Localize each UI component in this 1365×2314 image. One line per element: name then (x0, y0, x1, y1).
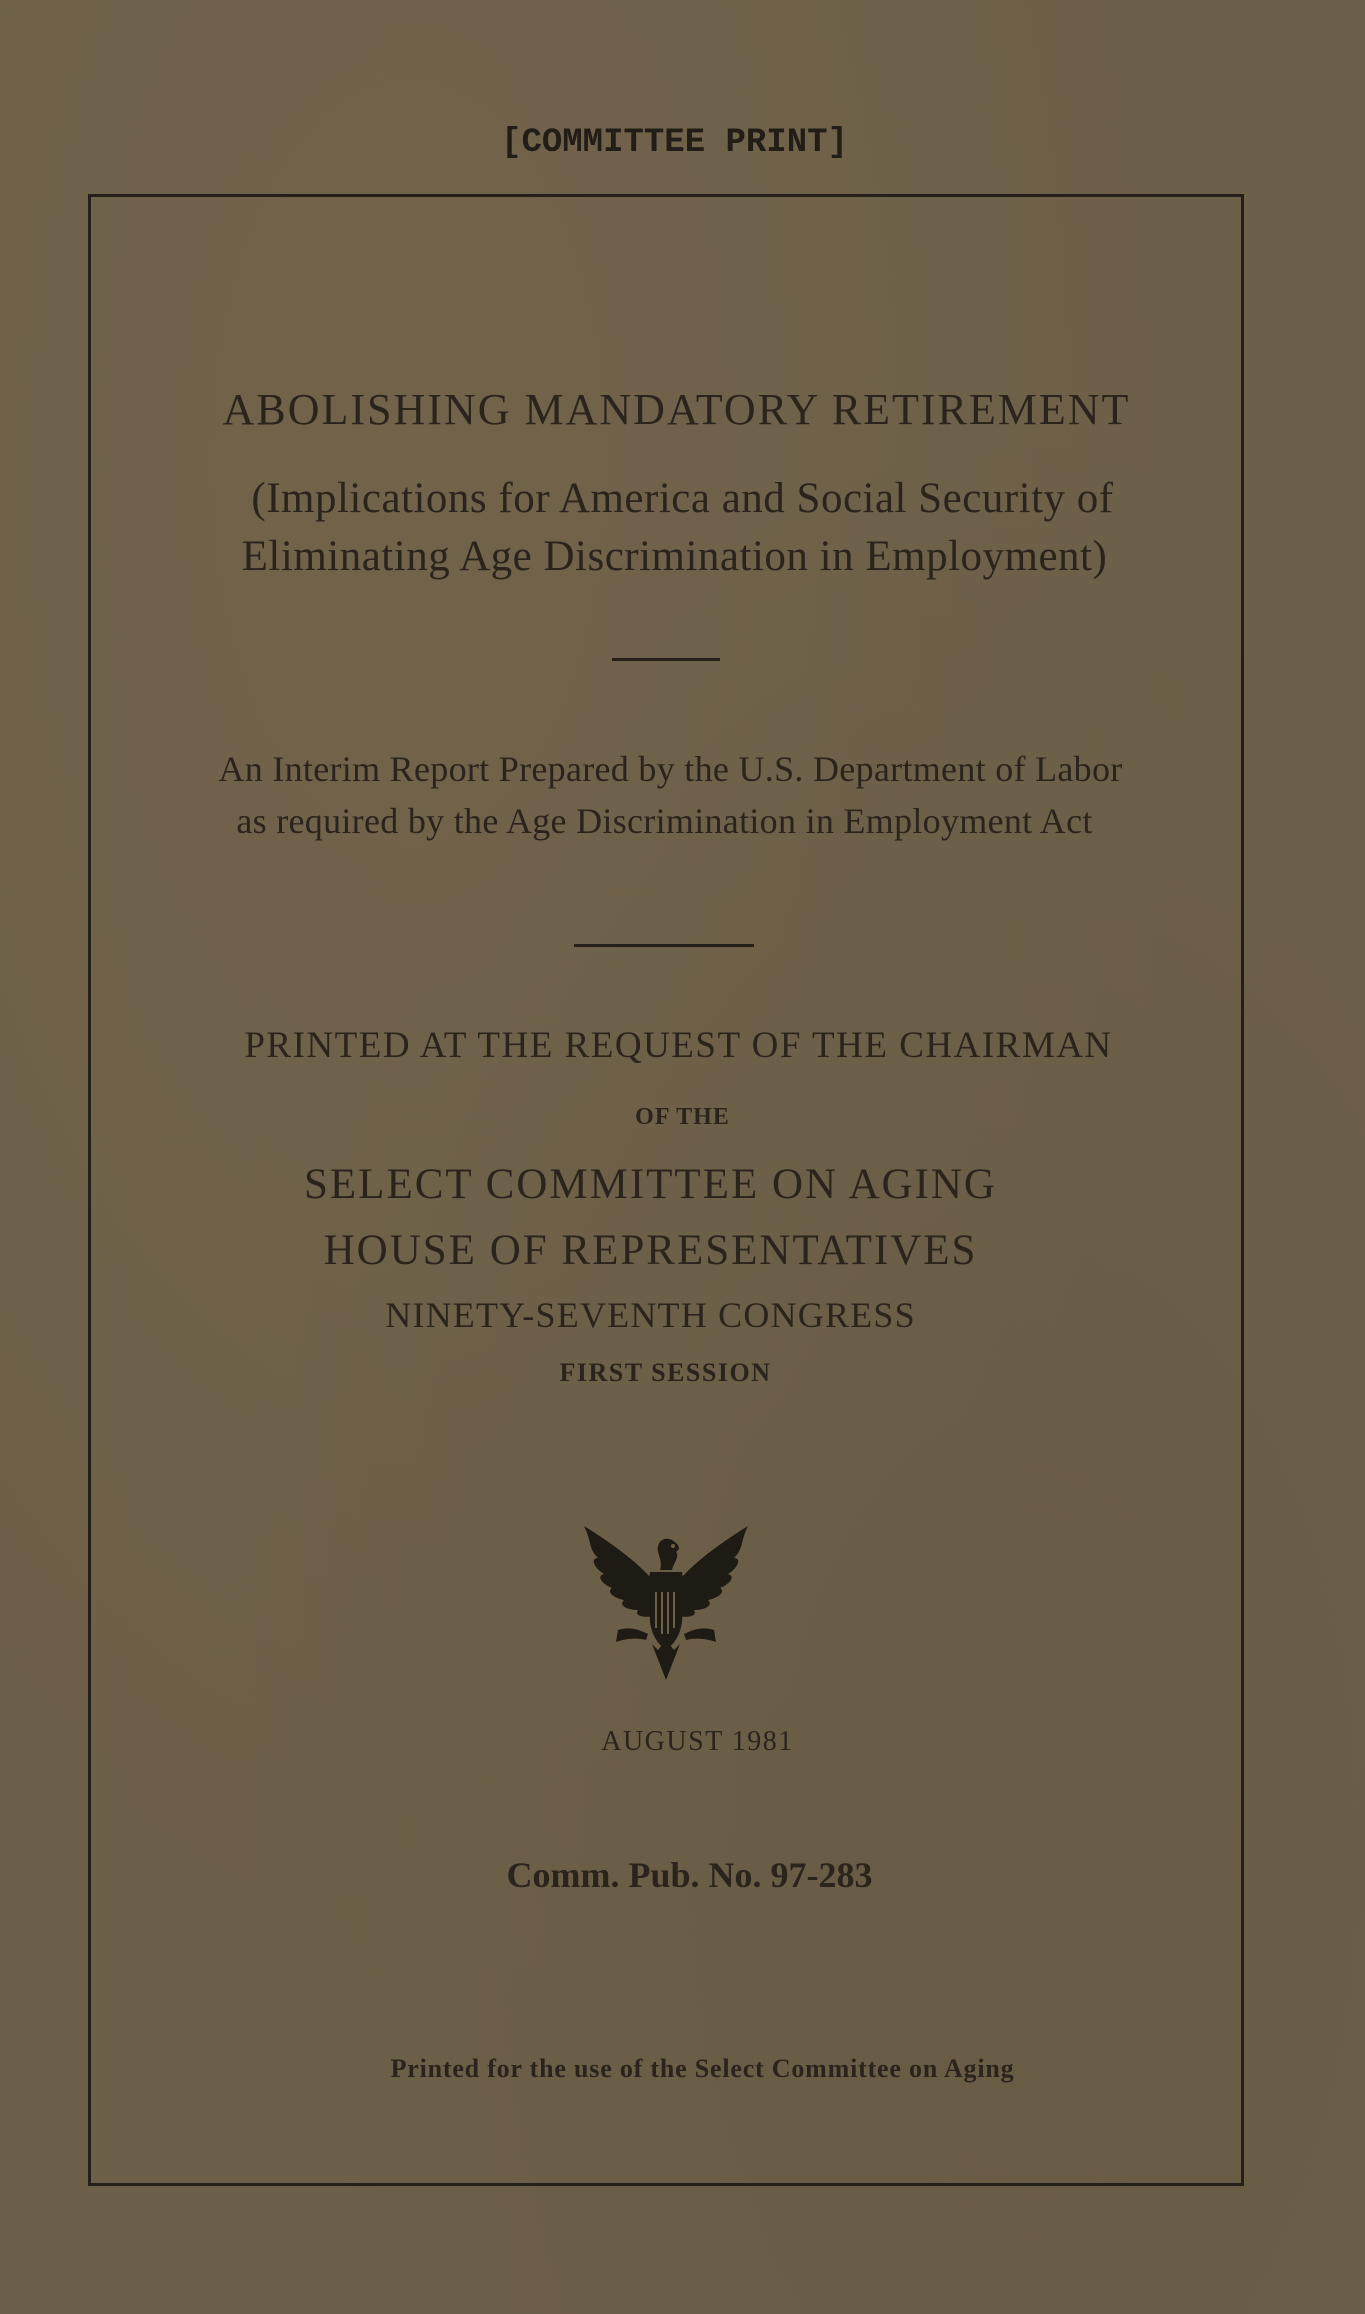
committee-print-label: [COMMITTEE PRINT] (501, 124, 848, 162)
document-title: ABOLISHING MANDATORY RETIREMENT (222, 385, 1131, 434)
house-name: HOUSE OF REPRESENTATIVES (323, 1227, 978, 1274)
committee-name: SELECT COMMITTEE ON AGING (304, 1161, 997, 1208)
subtitle-line-1: (Implications for America and Social Security of (251, 475, 1114, 522)
printed-request-line: PRINTED AT THE REQUEST OF THE CHAIRMAN (244, 1025, 1113, 1066)
divider-rule (574, 944, 754, 947)
divider-rule (612, 658, 720, 661)
report-description-line-2: as required by the Age Discrimination in Employment Act (236, 801, 1093, 841)
congress-name: NINETY-SEVENTH CONGRESS (385, 1295, 916, 1335)
subtitle-line-2: Eliminating Age Discrimination in Employment) (241, 533, 1108, 580)
session-name: FIRST SESSION (559, 1358, 772, 1387)
report-description-line-1: An Interim Report Prepared by the U.S. Department of Labor (218, 749, 1123, 789)
publication-date: AUGUST 1981 (601, 1726, 794, 1757)
eagle-seal-icon (578, 1522, 754, 1688)
of-the-line: OF THE (635, 1104, 730, 1130)
printed-for-note: Printed for the use of the Select Committee on Aging (390, 2054, 1015, 2083)
publication-number: Comm. Pub. No. 97-283 (506, 1855, 873, 1895)
